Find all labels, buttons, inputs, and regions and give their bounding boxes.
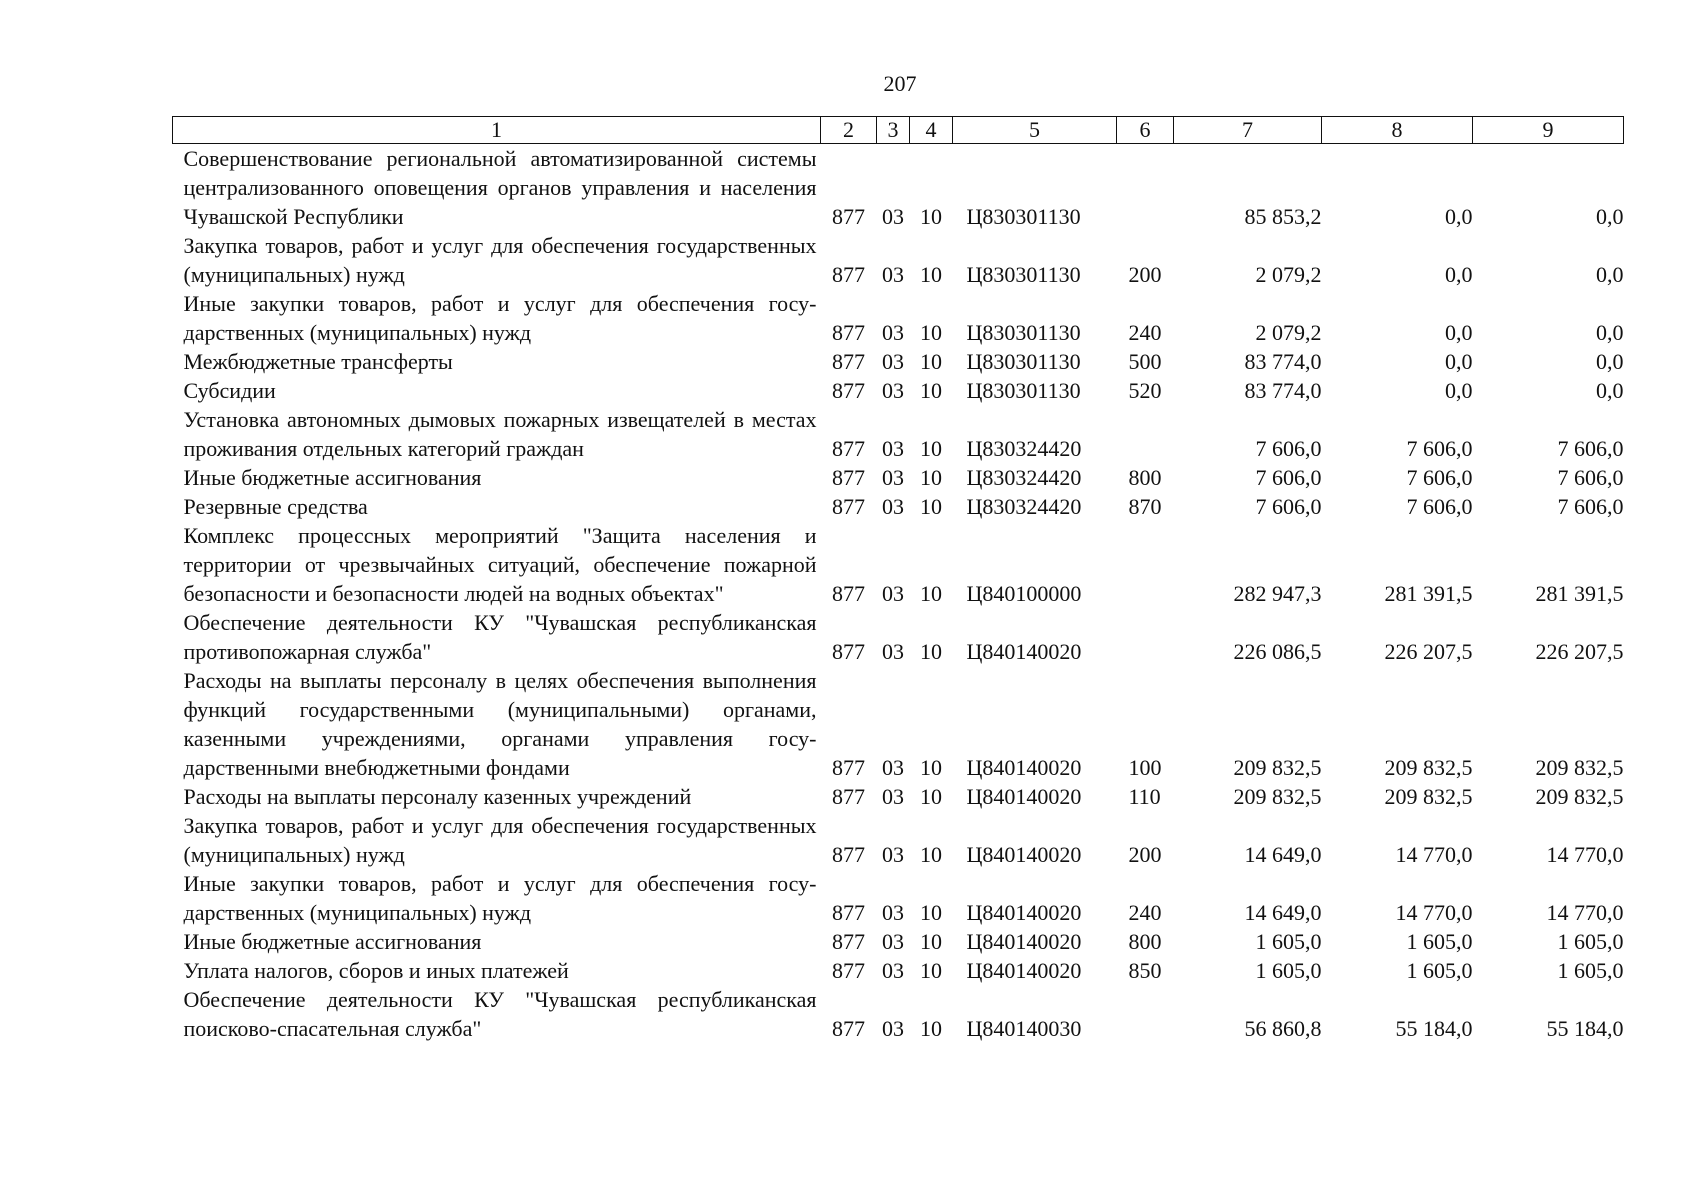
table-row (173, 347, 1624, 376)
cell-amount-8: 0,0 (1445, 262, 1473, 287)
cell-vr: 800 (1128, 465, 1162, 490)
cell-rz: 03 (882, 900, 904, 925)
cell-pr: 10 (920, 958, 942, 983)
cell-csr: Ц840140030 (966, 1016, 1082, 1041)
table-header (173, 117, 1624, 144)
cell-amount-7: 209 832,5 (1233, 784, 1322, 809)
column-header: 1 (173, 117, 821, 144)
table-row (173, 666, 1624, 782)
table-row (173, 492, 1624, 521)
cell-amount-9: 0,0 (1596, 378, 1624, 403)
page-number: 207 (883, 71, 917, 96)
row-name: Обеспечение деятельности КУ "Чувашская республиканская поисково-спасательная служба" (183, 987, 817, 1041)
cell-gr: 877 (832, 900, 865, 925)
cell-amount-7: 85 853,2 (1244, 204, 1322, 229)
cell-pr: 10 (920, 465, 942, 490)
cell-vr: 800 (1128, 929, 1162, 954)
cell-amount-8: 1 605,0 (1406, 929, 1473, 954)
cell-csr: Ц840140020 (966, 842, 1082, 867)
cell-amount-9: 209 832,5 (1535, 755, 1624, 780)
cell-gr: 877 (832, 639, 865, 664)
row-name: Иные закупки товаров, работ и услуг для обеспечения государственных (муниципальных) нужд (183, 291, 817, 345)
cell-amount-9: 1 605,0 (1557, 958, 1624, 983)
table-row (173, 985, 1624, 1043)
cell-csr: Ц840140020 (966, 755, 1082, 780)
cell-pr: 10 (920, 581, 942, 606)
cell-amount-7: 14 649,0 (1244, 842, 1322, 867)
cell-vr (1117, 521, 1174, 608)
table-row (173, 521, 1624, 608)
table-row (173, 289, 1624, 347)
cell-amount-9: 0,0 (1596, 349, 1624, 374)
cell-pr: 10 (920, 320, 942, 345)
cell-amount-8: 1 605,0 (1406, 958, 1473, 983)
cell-gr: 877 (832, 320, 865, 345)
row-name: Иные бюджетные ассигнования (183, 465, 482, 490)
cell-amount-8: 209 832,5 (1384, 784, 1473, 809)
cell-rz: 03 (882, 204, 904, 229)
row-name: Закупка товаров, работ и услуг для обеспечения государственных (муниципальных) нужд (183, 813, 817, 867)
cell-vr (1117, 608, 1174, 666)
cell-pr: 10 (920, 900, 942, 925)
row-name: Расходы на выплаты персоналу в целях обеспечения выполнения функций государственными (муниципальными) органами, казенными учреждениями, органами управления государственными внебюджетными фондами (183, 668, 817, 780)
cell-csr: Ц840140020 (966, 958, 1082, 983)
row-name: Уплата налогов, сборов и иных платежей (183, 958, 569, 983)
cell-amount-8: 55 184,0 (1395, 1016, 1473, 1041)
column-header: 9 (1473, 117, 1624, 144)
table-row (173, 405, 1624, 463)
cell-amount-8: 14 770,0 (1395, 842, 1473, 867)
cell-amount-8: 281 391,5 (1384, 581, 1473, 606)
cell-csr: Ц840100000 (966, 581, 1082, 606)
cell-vr: 240 (1128, 320, 1162, 345)
row-name: Субсидии (183, 378, 276, 403)
cell-csr: Ц840140020 (966, 929, 1082, 954)
cell-pr: 10 (920, 1016, 942, 1041)
cell-amount-7: 1 605,0 (1255, 958, 1322, 983)
cell-amount-9: 1 605,0 (1557, 929, 1624, 954)
cell-amount-7: 7 606,0 (1255, 436, 1322, 461)
cell-rz: 03 (882, 320, 904, 345)
table-row (173, 782, 1624, 811)
table-body (173, 144, 1624, 1044)
row-name: Установка автономных дымовых пожарных извещателей в местах проживания отдельных категорий граждан (183, 407, 817, 461)
table-row (173, 956, 1624, 985)
cell-vr: 100 (1128, 755, 1162, 780)
cell-csr: Ц840140020 (966, 900, 1082, 925)
cell-pr: 10 (920, 842, 942, 867)
cell-amount-8: 0,0 (1445, 378, 1473, 403)
table-row (173, 811, 1624, 869)
cell-rz: 03 (882, 494, 904, 519)
cell-amount-9: 14 770,0 (1546, 842, 1624, 867)
cell-csr: Ц830301130 (966, 204, 1081, 229)
cell-vr (1117, 985, 1174, 1043)
cell-csr: Ц840140020 (966, 639, 1082, 664)
table-row (173, 608, 1624, 666)
cell-pr: 10 (920, 784, 942, 809)
cell-gr: 877 (832, 784, 865, 809)
cell-vr: 200 (1128, 842, 1162, 867)
cell-csr: Ц840140020 (966, 784, 1082, 809)
cell-amount-9: 14 770,0 (1546, 900, 1624, 925)
row-name: Совершенствование региональной автоматизированной системы централизованного оповещения органов управления и населения Чувашской Республики (183, 146, 817, 229)
column-header: 8 (1322, 117, 1473, 144)
cell-amount-7: 83 774,0 (1244, 349, 1322, 374)
cell-csr: Ц830301130 (966, 320, 1081, 345)
row-name: Межбюджетные трансферты (183, 349, 453, 374)
cell-gr: 877 (832, 958, 865, 983)
cell-gr: 877 (832, 204, 865, 229)
cell-pr: 10 (920, 755, 942, 780)
cell-amount-8: 0,0 (1445, 320, 1473, 345)
cell-pr: 10 (920, 378, 942, 403)
column-header: 6 (1117, 117, 1174, 144)
cell-amount-8: 14 770,0 (1395, 900, 1473, 925)
cell-pr: 10 (920, 929, 942, 954)
cell-amount-9: 55 184,0 (1546, 1016, 1624, 1041)
cell-amount-8: 7 606,0 (1406, 494, 1473, 519)
table-row (173, 927, 1624, 956)
cell-vr (1117, 144, 1174, 232)
row-name: Иные бюджетные ассигнования (183, 929, 482, 954)
cell-amount-7: 209 832,5 (1233, 755, 1322, 780)
cell-amount-9: 281 391,5 (1535, 581, 1624, 606)
cell-rz: 03 (882, 639, 904, 664)
cell-amount-7: 2 079,2 (1255, 320, 1322, 345)
cell-amount-7: 2 079,2 (1255, 262, 1322, 287)
cell-vr: 110 (1128, 784, 1161, 809)
cell-amount-8: 0,0 (1445, 349, 1473, 374)
cell-amount-7: 1 605,0 (1255, 929, 1322, 954)
cell-amount-9: 7 606,0 (1557, 494, 1624, 519)
cell-amount-8: 7 606,0 (1406, 465, 1473, 490)
cell-amount-9: 209 832,5 (1535, 784, 1624, 809)
cell-rz: 03 (882, 378, 904, 403)
cell-csr: Ц830324420 (966, 494, 1082, 519)
column-header: 2 (821, 117, 877, 144)
cell-gr: 877 (832, 436, 865, 461)
cell-rz: 03 (882, 958, 904, 983)
row-name: Резервные средства (183, 494, 368, 519)
cell-amount-8: 209 832,5 (1384, 755, 1473, 780)
cell-amount-9: 0,0 (1596, 204, 1624, 229)
cell-gr: 877 (832, 842, 865, 867)
cell-amount-9: 0,0 (1596, 320, 1624, 345)
cell-rz: 03 (882, 436, 904, 461)
cell-rz: 03 (882, 755, 904, 780)
cell-amount-7: 56 860,8 (1244, 1016, 1322, 1041)
cell-amount-9: 0,0 (1596, 262, 1624, 287)
cell-vr (1117, 405, 1174, 463)
cell-csr: Ц830324420 (966, 465, 1082, 490)
column-header: 5 (953, 117, 1117, 144)
cell-csr: Ц830301130 (966, 262, 1081, 287)
row-name: Закупка товаров, работ и услуг для обеспечения государственных (муниципальных) нужд (183, 233, 817, 287)
table-row (173, 463, 1624, 492)
cell-gr: 877 (832, 262, 865, 287)
cell-vr: 870 (1128, 494, 1162, 519)
cell-amount-9: 7 606,0 (1557, 465, 1624, 490)
cell-pr: 10 (920, 494, 942, 519)
table-row (173, 144, 1624, 232)
cell-pr: 10 (920, 436, 942, 461)
cell-vr: 240 (1128, 900, 1162, 925)
cell-rz: 03 (882, 349, 904, 374)
cell-vr: 850 (1128, 958, 1162, 983)
cell-amount-7: 14 649,0 (1244, 900, 1322, 925)
cell-rz: 03 (882, 262, 904, 287)
budget-table (172, 116, 1624, 1043)
cell-gr: 877 (832, 929, 865, 954)
cell-amount-7: 7 606,0 (1255, 494, 1322, 519)
cell-csr: Ц830324420 (966, 436, 1082, 461)
cell-gr: 877 (832, 581, 865, 606)
cell-rz: 03 (882, 465, 904, 490)
cell-amount-9: 226 207,5 (1535, 639, 1624, 664)
cell-amount-8: 7 606,0 (1406, 436, 1473, 461)
cell-gr: 877 (832, 1016, 865, 1041)
cell-amount-8: 226 207,5 (1384, 639, 1473, 664)
row-name: Расходы на выплаты персоналу казенных учреждений (183, 784, 692, 809)
cell-gr: 877 (832, 494, 865, 519)
cell-rz: 03 (882, 1016, 904, 1041)
column-header: 3 (877, 117, 910, 144)
cell-rz: 03 (882, 929, 904, 954)
row-name: Обеспечение деятельности КУ "Чувашская республиканская противопожарная служба" (183, 610, 817, 664)
cell-amount-7: 83 774,0 (1244, 378, 1322, 403)
cell-gr: 877 (832, 349, 865, 374)
table-row (173, 869, 1624, 927)
cell-gr: 877 (832, 755, 865, 780)
cell-amount-9: 7 606,0 (1557, 436, 1624, 461)
cell-vr: 520 (1128, 378, 1162, 403)
cell-pr: 10 (920, 639, 942, 664)
table-row (173, 376, 1624, 405)
header-row (173, 117, 1624, 144)
table-row (173, 231, 1624, 289)
row-name: Иные закупки товаров, работ и услуг для обеспечения государственных (муниципальных) нужд (183, 871, 817, 925)
row-name: Комплекс процессных мероприятий "Защита населения и территории от чрезвычайных ситуаций, обеспечение пожарной безопасности и безопасности людей на водных объектах" (183, 523, 817, 606)
cell-csr: Ц830301130 (966, 378, 1081, 403)
cell-gr: 877 (832, 378, 865, 403)
cell-rz: 03 (882, 581, 904, 606)
cell-amount-7: 226 086,5 (1233, 639, 1322, 664)
cell-csr: Ц830301130 (966, 349, 1081, 374)
cell-amount-8: 0,0 (1445, 204, 1473, 229)
cell-rz: 03 (882, 784, 904, 809)
cell-amount-7: 282 947,3 (1233, 581, 1322, 606)
cell-amount-7: 7 606,0 (1255, 465, 1322, 490)
cell-gr: 877 (832, 465, 865, 490)
cell-pr: 10 (920, 262, 942, 287)
cell-vr: 500 (1128, 349, 1162, 374)
column-header: 7 (1174, 117, 1322, 144)
cell-vr: 200 (1128, 262, 1162, 287)
cell-rz: 03 (882, 842, 904, 867)
cell-pr: 10 (920, 349, 942, 374)
column-header: 4 (910, 117, 953, 144)
cell-pr: 10 (920, 204, 942, 229)
